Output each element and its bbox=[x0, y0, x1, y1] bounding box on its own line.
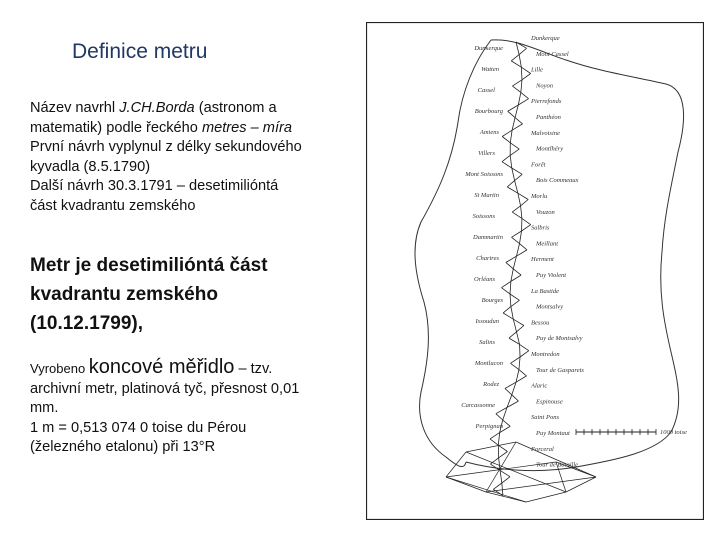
station-label: Montsalvy bbox=[536, 303, 564, 311]
station-label: Vouzon bbox=[536, 208, 555, 216]
triangle-edge bbox=[520, 344, 521, 357]
para1-line-2 bbox=[30, 119, 350, 139]
station-label: Perpignan bbox=[475, 423, 503, 430]
station-label: Dunkerque bbox=[531, 35, 560, 42]
scale-label: 1000 toise bbox=[660, 429, 687, 436]
station-label: Puy Montaut bbox=[536, 430, 570, 437]
para3-line-3: mm. bbox=[30, 400, 59, 416]
station-label: Forêt bbox=[531, 161, 546, 169]
para3-line-5: (železného etalonu) při 13°R bbox=[30, 439, 216, 455]
para2-line-3: (10.12.1799), bbox=[30, 313, 144, 334]
para2-line-2: kvadrantu zemského bbox=[30, 284, 218, 305]
para2-line-1: Metr je desetimilióntá část bbox=[30, 255, 268, 276]
end-gauge-term: koncové měřidlo bbox=[88, 356, 235, 378]
station-label: Pierrefonds bbox=[531, 98, 562, 106]
station-label: Montlucon bbox=[474, 360, 503, 367]
station-label: St Martin bbox=[474, 192, 499, 199]
para1-line-3: První návrh vyplynul z délky sekundového bbox=[30, 139, 302, 155]
station-label: Dammartin bbox=[473, 234, 503, 241]
station-label: Saint Pons bbox=[531, 414, 559, 422]
para1-line-6: část kvadrantu zemského bbox=[30, 197, 196, 214]
para3-text: – tzv. bbox=[234, 361, 273, 377]
station-label: Bourbourg bbox=[474, 108, 503, 115]
station-label: La Bastide bbox=[531, 287, 559, 295]
station-label: Montlhéry bbox=[536, 145, 564, 153]
station-label: Morlu bbox=[531, 193, 548, 200]
station-label: Tour de Bataille bbox=[536, 461, 579, 469]
station-label: Chartres bbox=[476, 255, 499, 262]
station-label: Mont Soissons bbox=[465, 171, 503, 178]
para1-text: matematik) podle řeckého bbox=[30, 119, 202, 136]
station-label: Alaric bbox=[531, 382, 548, 390]
station-label: Bourges bbox=[481, 297, 503, 304]
map-figure bbox=[366, 22, 704, 520]
station-label: Rodez bbox=[483, 381, 499, 388]
station-label: Dunkerque bbox=[474, 45, 503, 52]
para1-text: (astronom a bbox=[194, 100, 277, 116]
definition-paragraph bbox=[30, 99, 350, 216]
para3-line-4: 1 m = 0,513 074 0 toise du Pérou bbox=[30, 419, 247, 436]
meridian-triangulation-map bbox=[366, 22, 704, 520]
para1-line-1 bbox=[30, 99, 350, 119]
station-label: Tour de Gasparets bbox=[536, 366, 584, 374]
station-label: Amiens bbox=[479, 129, 499, 136]
para1-line-5: Další návrh 30.3.1791 – desetimilióntá bbox=[30, 178, 279, 194]
para3-text: Vyrobeno bbox=[30, 361, 89, 376]
para3-line-1 bbox=[30, 358, 350, 380]
station-label: Salbris bbox=[531, 224, 550, 232]
station-label: Soissons bbox=[472, 213, 495, 220]
para1-line-4: kyvadla (8.5.1790) bbox=[30, 158, 151, 175]
station-label: Carcassonne bbox=[461, 402, 495, 409]
station-label: Watten bbox=[481, 66, 499, 73]
station-label: Espinouse bbox=[536, 398, 563, 406]
station-label: Bessou bbox=[531, 319, 550, 327]
metres-term: metres – míra bbox=[201, 119, 292, 136]
station-label: Mont Cassel bbox=[536, 50, 569, 58]
station-label: Montredon bbox=[531, 351, 560, 358]
para3-line-2: archivní metr, platinová tyč, přesnost 0,01 bbox=[30, 380, 300, 397]
station-label: Puy de Montsalvy bbox=[536, 335, 583, 343]
slide-title: Definice metru bbox=[72, 40, 208, 63]
station-label: Bois Commeaux bbox=[536, 177, 579, 185]
station-label: Salins bbox=[479, 339, 495, 346]
station-label: Noyon bbox=[536, 82, 553, 90]
station-label: Panthéon bbox=[536, 114, 561, 121]
station-label: Herment bbox=[531, 256, 554, 264]
station-label: Puy Violent bbox=[536, 272, 567, 279]
station-label: Orléans bbox=[474, 276, 495, 283]
station-label: Issoudun bbox=[475, 318, 499, 325]
para1-text: Název navrhl bbox=[30, 100, 120, 116]
station-label: Villers bbox=[478, 150, 495, 157]
station-label: Malvoisine bbox=[531, 129, 560, 137]
station-label: Meillant bbox=[536, 240, 559, 248]
station-label: Cassel bbox=[477, 87, 495, 94]
station-label: Forceral bbox=[531, 445, 554, 453]
station-label: Lille bbox=[531, 66, 543, 74]
key-definition bbox=[30, 251, 350, 338]
borda-name: J.CH.Borda bbox=[119, 100, 195, 116]
archive-meter-paragraph bbox=[30, 358, 350, 458]
